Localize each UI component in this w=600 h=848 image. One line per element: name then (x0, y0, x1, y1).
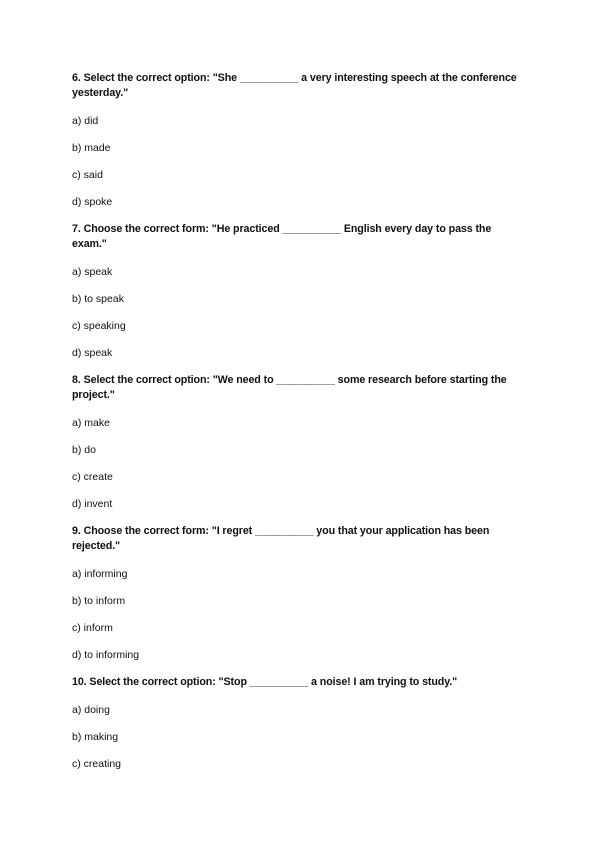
option-a: a) speak (72, 266, 113, 278)
question-8 (72, 373, 528, 511)
question-9 (72, 524, 528, 662)
option-a: a) make (72, 417, 110, 429)
option-c: c) create (72, 471, 113, 483)
worksheet-page (72, 71, 528, 784)
option-b: b) made (72, 142, 111, 154)
option-b: b) making (72, 731, 119, 743)
question-text: 10. Select the correct option: "Stop __________ a noise! I am trying to study." (72, 676, 458, 688)
option-c: c) creating (72, 758, 122, 770)
question-10 (72, 675, 528, 771)
option-a: a) informing (72, 568, 128, 580)
option-a: a) did (72, 115, 99, 127)
option-c: c) said (72, 169, 103, 181)
question-text: 9. Choose the correct form: "I regret __________ you that your application has been rejected." (72, 525, 490, 552)
option-c: c) speaking (72, 320, 126, 332)
question-text: 6. Select the correct option: "She __________ a very interesting speech at the conference yesterday." (72, 72, 517, 99)
question-text: 7. Choose the correct form: "He practiced __________ English every day to pass the exam." (72, 223, 492, 250)
question-6 (72, 71, 528, 209)
option-d: d) to informing (72, 649, 140, 661)
option-c: c) inform (72, 622, 113, 634)
question-text: 8. Select the correct option: "We need to __________ some research before starting the project." (72, 374, 507, 401)
option-b: b) to speak (72, 293, 124, 305)
question-7 (72, 222, 528, 360)
option-d: d) invent (72, 498, 113, 510)
option-a: a) doing (72, 704, 110, 716)
option-d: d) spoke (72, 196, 113, 208)
option-b: b) to inform (72, 595, 126, 607)
option-b: b) do (72, 444, 96, 456)
option-d: d) speak (72, 347, 113, 359)
